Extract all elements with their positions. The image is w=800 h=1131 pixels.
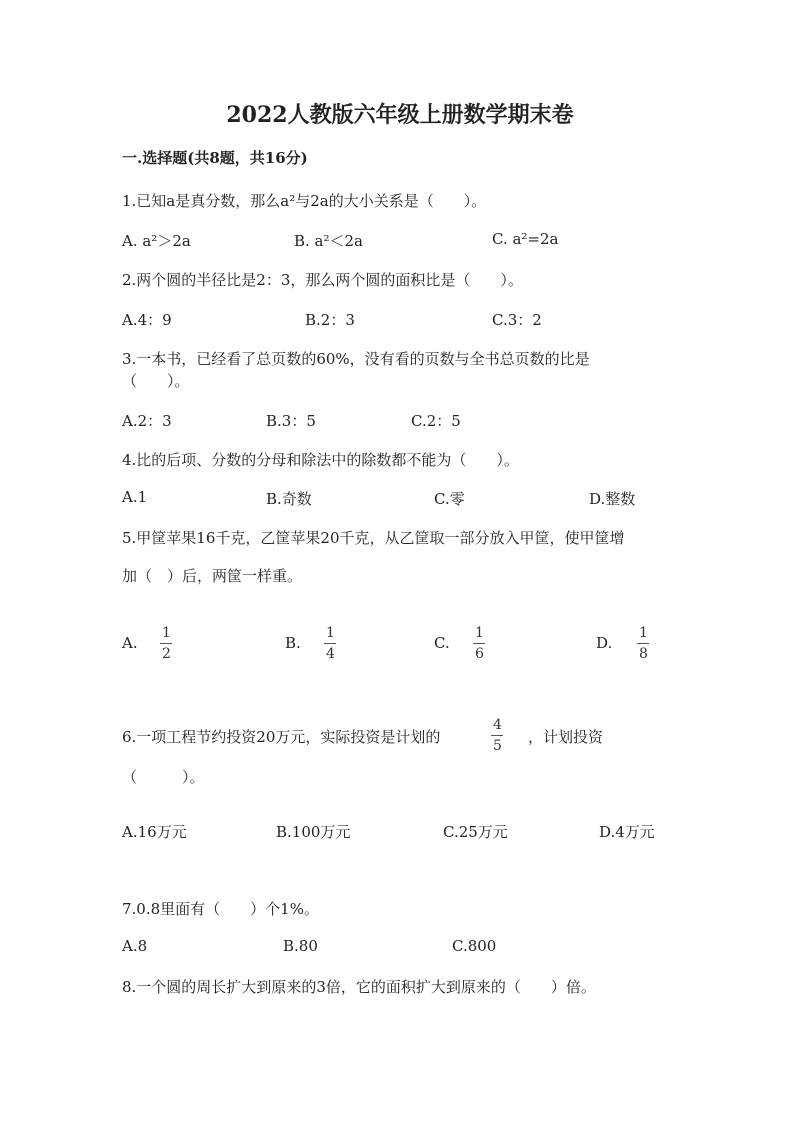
section-heading: 一.选择题(共8题，共16分) [122, 149, 308, 167]
question-4-option-d: D.整数 [589, 490, 636, 508]
fraction-denominator: 4 [326, 646, 335, 662]
question-1-option-a: A. a²＞2a [122, 232, 191, 250]
question-5-option-c-fraction [473, 626, 486, 661]
fraction-bar [637, 643, 649, 644]
question-5-option-b-fraction [324, 626, 337, 661]
fraction-denominator: 5 [493, 738, 502, 754]
question-2-option-b: B.2：3 [305, 311, 355, 329]
question-4-text: 4.比的后项、分数的分母和除法中的除数都不能为（ ）。 [122, 451, 519, 469]
fraction-denominator: 2 [162, 646, 171, 662]
fraction-bar [491, 735, 503, 736]
fraction-numerator: 1 [639, 625, 648, 641]
question-5-option-c-label: C. [434, 634, 450, 652]
fraction-numerator: 4 [493, 717, 502, 733]
fraction-denominator: 8 [639, 646, 648, 662]
question-2-text: 2.两个圆的半径比是2：3，那么两个圆的面积比是（ ）。 [122, 271, 523, 289]
question-3-text-line1: 3.一本书，已经看了总页数的60%，没有看的页数与全书总页数的比是 [122, 350, 590, 368]
fraction-numerator: 1 [326, 625, 335, 641]
question-2-option-c: C.3：2 [492, 311, 542, 329]
question-7-option-b: B.80 [283, 937, 318, 955]
question-5-option-d-label: D. [596, 634, 613, 652]
fraction-bar [324, 643, 336, 644]
question-3-text-line2: （ ）。 [122, 372, 190, 390]
question-4-option-b: B.奇数 [266, 490, 312, 508]
question-3-option-c: C.2：5 [411, 412, 461, 430]
question-7-text: 7.0.8里面有（ ）个1%。 [122, 900, 319, 918]
fraction-numerator: 1 [475, 625, 484, 641]
question-4-option-a: A.1 [122, 488, 148, 506]
question-6-text-pre: 6.一项工程节约投资20万元，实际投资是计划的 [122, 728, 441, 746]
question-1-text: 1.已知a是真分数，那么a²与2a的大小关系是（ ）。 [122, 192, 487, 210]
question-2-option-a: A.4：9 [122, 311, 172, 329]
question-5-option-d-fraction [637, 626, 650, 661]
question-7-option-c: C.800 [452, 937, 497, 955]
question-6-text-post: ，计划投资 [528, 728, 604, 746]
fraction-bar [160, 643, 172, 644]
question-6-option-c: C.25万元 [443, 823, 508, 841]
question-5-option-a-fraction [160, 626, 173, 661]
question-1-option-b: B. a²＜2a [294, 232, 364, 250]
question-6-fraction [491, 718, 504, 753]
question-4-option-c: C.零 [434, 490, 465, 508]
fraction-bar [473, 643, 485, 644]
question-6-option-d: D.4万元 [599, 823, 655, 841]
question-6-option-a: A.16万元 [122, 823, 187, 841]
question-5-option-b-label: B. [285, 634, 301, 652]
question-7-option-a: A.8 [122, 937, 148, 955]
fraction-numerator: 1 [162, 625, 171, 641]
question-3-option-b: B.3：5 [266, 412, 316, 430]
question-5-option-a-label: A. [122, 634, 138, 652]
question-3-option-a: A.2：3 [122, 412, 172, 430]
question-5-text-line2: 加（ ）后，两筐一样重。 [122, 567, 303, 585]
question-6-option-b: B.100万元 [276, 823, 351, 841]
fraction-denominator: 6 [475, 646, 484, 662]
question-6-text-line2: （ ）。 [122, 768, 205, 786]
question-8-text: 8.一个圆的周长扩大到原来的3倍，它的面积扩大到原来的（ ）倍。 [122, 978, 596, 996]
page-title: 2022人教版六年级上册数学期末卷 [226, 102, 574, 128]
question-5-text-line1: 5.甲筐苹果16千克，乙筐苹果20千克，从乙筐取一部分放入甲筐，使甲筐增 [122, 529, 625, 547]
question-1-option-c: C. a²=2a [492, 230, 559, 248]
